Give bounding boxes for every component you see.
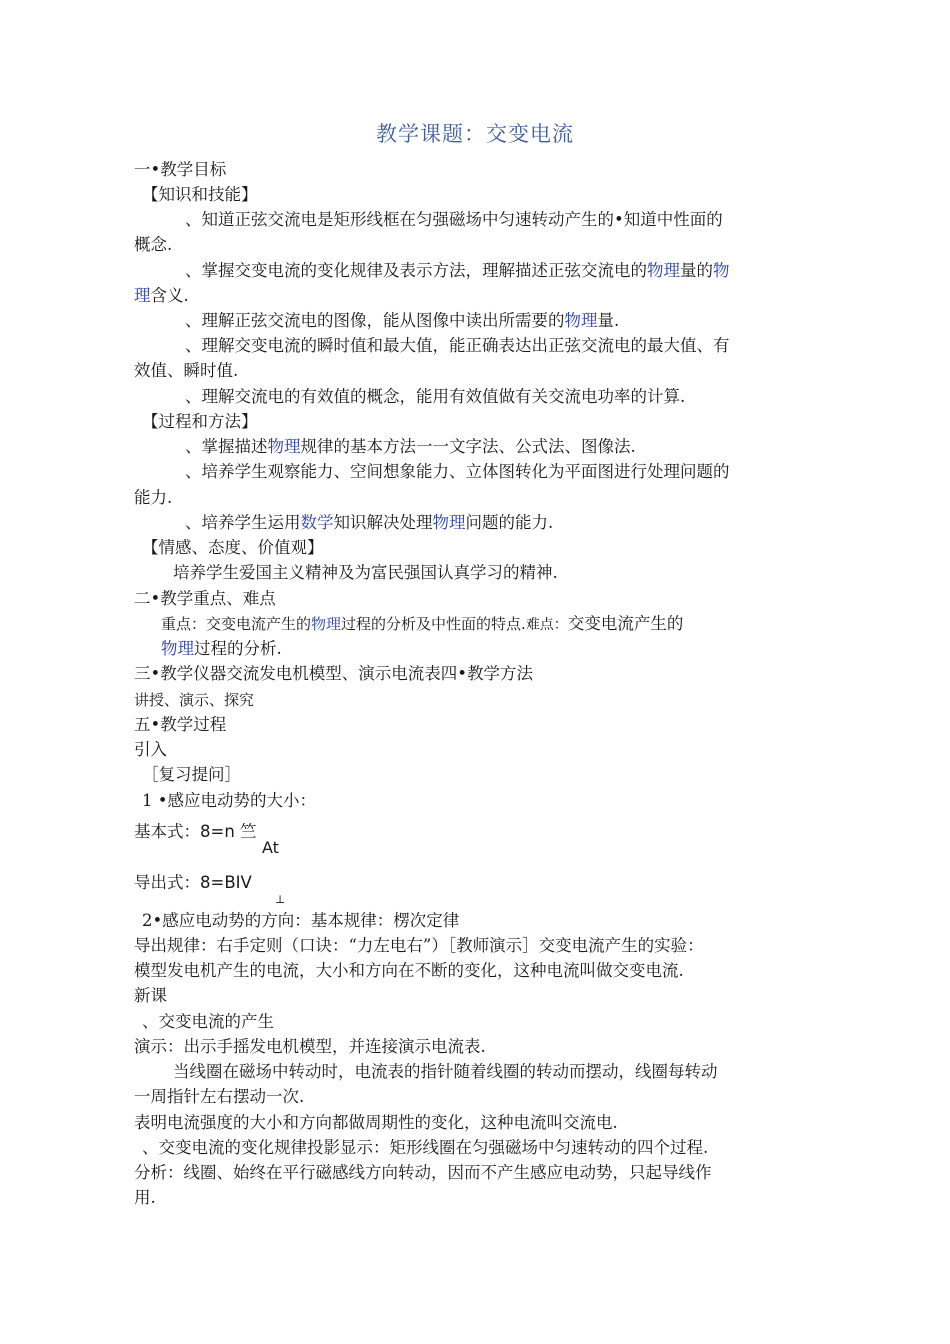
subheading-knowledge: 【知识和技能】 (142, 185, 258, 204)
review-heading: ［复习提问］ (142, 765, 241, 784)
subheading-process: 【过程和方法】 (142, 412, 258, 431)
question-1: 1 •感应电动势的大小： (142, 791, 316, 810)
question-2: 2•感应电动势的方向：基本规律：楞次定律 (142, 911, 460, 930)
basic-formula-line: 基本式：8=n 竺 (134, 822, 257, 841)
section-heading-key-points: 二•教学重点、难点 (134, 589, 276, 608)
demo-line: 演示：出示手摇发电机模型，并连接演示电流表. (134, 1037, 486, 1056)
knowledge-item-4-cont: 效值、瞬时值. (134, 361, 239, 380)
process-item-1: 、掌握描述物理规律的基本方法一一文字法、公式法、图像法. (185, 437, 636, 456)
new-lesson-item-1: 、交变电流的产生 (142, 1012, 274, 1031)
section-heading-process: 五•教学过程 (134, 715, 227, 734)
conclusion-line: 表明电流强度的大小和方向都做周期性的变化，这种电流叫交流电. (134, 1113, 618, 1132)
process-item-2-cont: 能力. (134, 488, 173, 507)
knowledge-item-5: 、理解交流电的有效值的概念，能用有效值做有关交流电功率的计算. (185, 387, 686, 406)
derived-rule-line-2: 模型发电机产生的电流，大小和方向在不断的变化，这种电流叫做交变电流. (134, 961, 684, 980)
page-title: 教学课题：交变电流 (376, 122, 574, 146)
emotion-item: 培养学生爱国主义精神及为富民强国认真学习的精神. (173, 563, 558, 582)
knowledge-item-2: 、掌握交变电流的变化规律及表示方法，理解描述正弦交流电的物理量的物 (185, 261, 730, 280)
process-item-2: 、培养学生观察能力、空间想象能力、立体图转化为平面图进行处理问题的 (185, 462, 730, 481)
new-lesson-label: 新课 (134, 986, 167, 1005)
new-lesson-item-2: 、交变电流的变化规律投影显示：矩形线圈在匀强磁场中匀速转动的四个过程. (142, 1138, 709, 1157)
key-points-line-2: 物理过程的分析. (161, 639, 282, 658)
intro-label: 引入 (134, 740, 167, 759)
knowledge-item-3: 、理解正弦交流电的图像，能从图像中读出所需要的物理量. (185, 311, 620, 330)
section-heading-objectives: 一•教学目标 (134, 160, 227, 179)
knowledge-item-1-cont: 概念. (134, 235, 173, 254)
analysis-line-cont: 用. (134, 1188, 156, 1207)
subheading-emotion: 【情感、态度、价值观】 (142, 538, 324, 557)
demo-description: 当线圈在磁场中转动时，电流表的指针随着线圈的转动而摆动，线圈每转动 (173, 1062, 718, 1081)
key-points-line-1: 重点：交变电流产生的物理过程的分析及中性面的特点.难点：交变电流产生的 (161, 614, 684, 633)
basic-formula-denominator: At (262, 838, 279, 857)
analysis-line: 分析：线圈、始终在平行磁感线方向转动，因而不产生感应电动势，只起导线作 (134, 1163, 712, 1182)
derived-rule-line: 导出规律：右手定则（口诀：“力左电右”）［教师演示］交变电流产生的实验： (134, 936, 704, 955)
knowledge-item-4: 、理解交变电流的瞬时值和最大值，能正确表达出正弦交流电的最大值、有 (185, 336, 730, 355)
derived-formula-line: 导出式：8=BIV (134, 873, 252, 892)
methods-line: 讲授、演示、探究 (134, 691, 255, 709)
perpendicular-symbol: ⊥ (275, 893, 286, 906)
knowledge-item-2-cont: 理含义. (134, 286, 189, 305)
process-item-3: 、培养学生运用数学知识解决处理物理问题的能力. (185, 513, 554, 532)
knowledge-item-1: 、知道正弦交流电是矩形线框在匀强磁场中匀速转动产生的•知道中性面的 (185, 210, 723, 229)
demo-description-cont: 一周指针左右摆动一次. (134, 1087, 305, 1106)
section-heading-instruments: 三•教学仪器交流发电机模型、演示电流表四•教学方法 (134, 664, 533, 683)
